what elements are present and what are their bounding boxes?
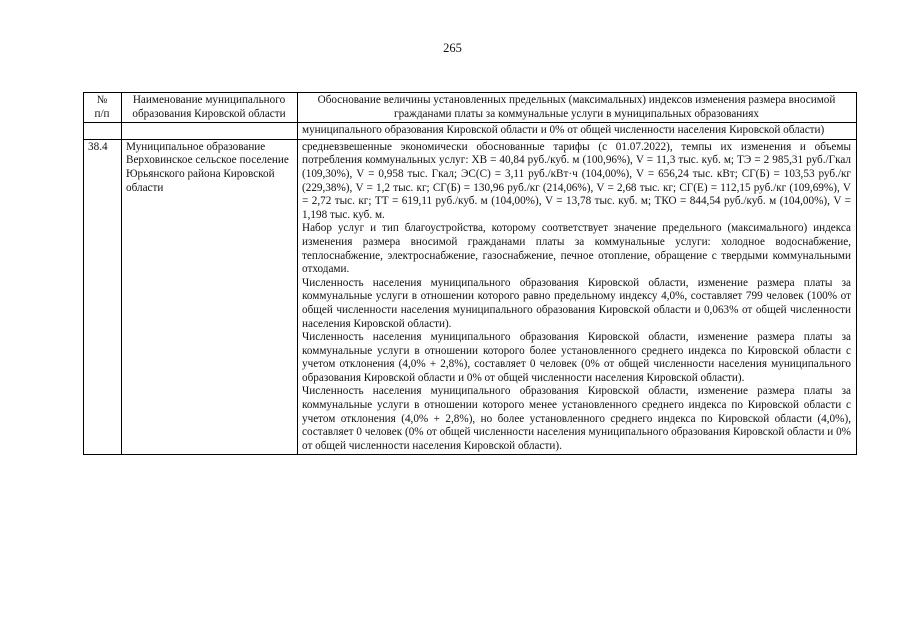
header-num: № п/п [84,93,122,123]
paragraph-population-equal: Численность населения муниципального образования Кировской области, изменение размера платы за коммунальные услуги в отношении которого равно предельному индексу 4,0%, составляет 799 человек (100% от общей численности населения муниципального образования Кировской области и 0,063% от общей численности населения Кировской области). [302,276,851,330]
cell-continuation-text: муниципального образования Кировской области и 0% от общей численности населения Кировской области) [298,123,857,140]
header-justification: Обоснование величины установленных предельных (максимальных) индексов изменения размера вносимой гражданами платы за коммунальные услуги в муниципальных образованиях [298,93,857,123]
header-municipality-name: Наименование муниципального образования Кировской области [122,93,298,123]
cell-empty-num [84,123,122,140]
cell-municipality-name: Муниципальное образование Верховинское сельское поселение Юрьянского района Кировской области [122,139,298,455]
table-header-row [84,93,857,123]
cell-empty-name [122,123,298,140]
cell-row-num: 38.4 [84,139,122,455]
paragraph-tariffs: средневзвешенные экономически обоснованные тарифы (с 01.07.2022), темпы их изменения и объемы потребления коммунальных услуг: ХВ = 40,84 руб./куб. м (100,96%), V = 11,3 тыс. куб. м; ТЭ = 2 985,31 руб./Гкал (109,30%), V = 0,958 тыс. Гкал; ЭС(С) = 3,11 руб./кВт·ч (104,00%), V = 656,24 тыс. кВт; СГ(Б) = 103,53 руб./кг (229,38%), V = 1,2 тыс. кг; СГ(Б) = 130,96 руб./кг (214,06%), V = 2,68 тыс. кг; СГ(Е) = 112,15 руб./кг (109,69%), V = 2,72 тыс. кг; ТТ = 619,11 руб./куб. м (104,00%), V = 13,78 тыс. куб. м; ТКО = 844,54 руб./куб. м (104,00%), V = 1,198 тыс. куб. м. [302,140,851,221]
tariff-justification-table [83,92,857,455]
page-number: 265 [443,41,462,55]
table-row [84,139,857,455]
paragraph-population-between: Численность населения муниципального образования Кировской области, изменение размера платы за коммунальные услуги в отношении которого менее установленного среднего индекса по Кировской области с учетом отклонения (4,0% + 2,8%), но более установленного среднего индекса по Кировской области (4,0%), составляет 0 человек (0% от общей численности населения муниципального образования Кировской области и 0% от общей численности населения Кировской области). [302,385,851,452]
paragraph-service-set: Набор услуг и тип благоустройства, которому соответствует значение предельного (максимального) индекса изменения размера вносимой гражданами платы за коммунальные услуги: холодное водоснабжение, теплоснабжение, электроснабжение, газоснабжение, печное отопление, обращение с твердыми коммунальными отходами. [302,222,851,276]
cell-justification [298,139,857,455]
paragraph-population-above: Численность населения муниципального образования Кировской области, изменение размера платы за коммунальные услуги в отношении которого более установленного среднего индекса по Кировской области с учетом отклонения (4,0% + 2,8%), составляет 0 человек (0% от общей численности населения муниципального образования Кировской области и 0% от общей численности населения Кировской области). [302,331,851,384]
table-row-continuation [84,123,857,140]
